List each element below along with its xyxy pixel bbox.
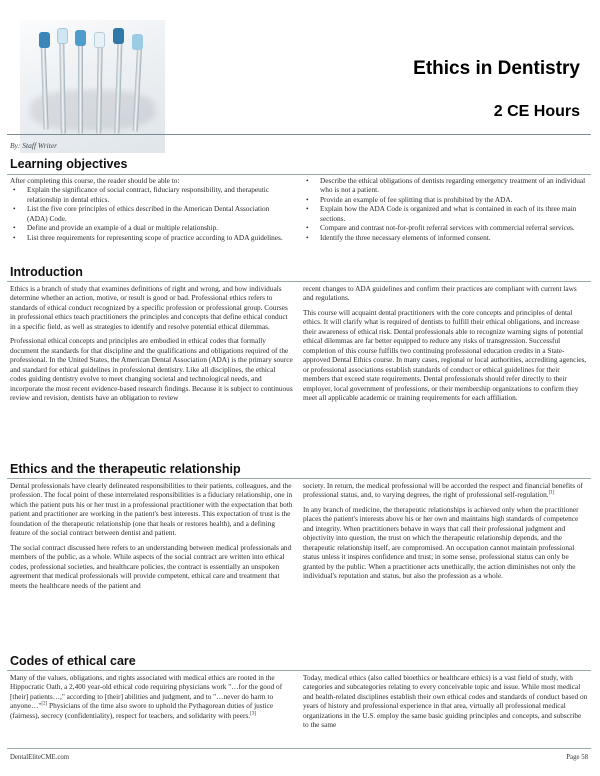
introduction-left [10,284,293,407]
divider [7,134,591,135]
codes-left [10,673,293,725]
byline: By: Staff Writer [10,141,58,150]
paragraph: In any branch of medicine, the therapeutic relationships is achieved only when the practitioner places the patient's interests above his or her own and maintains high standards of competence and integrity. When practitioners behave in ways that call their professional judgment and objectivity into question, the trust on which the therapeutic relationship depends, and the therapeutic relationship itself, are compromised. An occupation cannot maintain professional status unless it inspires confidence and trust; in some sense, professional status can only be granted by the public. When a practitioner acts unethically, the action diminishes not only the individual's reputation and status, but also the profession as a whole. [303,504,579,581]
objective-item: • Explain the significance of social contract, fiduciary responsibility, and therapeutic relationship in dental ethics. [10,185,290,204]
paragraph: Many of the values, obligations, and rights associated with medical ethics are rooted in the Hippocratic Oath, a 2,400 year-old ethical code requiring physicians work "…for the good of [their] patients…," according to [their] abilities and judgment, and to "…never do harm to anyone…"[2] Physicians of the time also swore to uphold the Pythagorean duties of justice (fairness), secrecy (confidentiality), respect for teachers, and solidarity with peers.[3] [10,673,283,720]
footer-divider [7,748,591,749]
paragraph: Today, medical ethics (also called bioethics or healthcare ethics) is a vast field of study, with categories and subcategories relating to every conceivable topic and issue. While most medical and health-related disciplines establish their own ethical codes and standards of conduct based on years of history and professional experience in that area, virtually all professional medical organizations in the U.S. employ the same basic guiding principles and concepts, and subscribe to the same [303,673,588,730]
objective-item: • Identify the three necessary elements of informed consent. [303,233,588,242]
learning-objectives-right [303,176,588,242]
paragraph: Ethics is a branch of study that examines definitions of right and wrong, and how individuals determine whether an action, motive, or result is good or bad. Professional ethics refers to standards of ethical conduct recognized by a specific profession or professional group. Courses in professional ethics teach practitioners the principles and concepts that define ethical conduct in a specific field, as well as strategies to identify and resolve potential ethical dilemmas. [10,284,288,331]
learning-objectives-left [10,176,290,242]
learning-objectives-heading: Learning objectives [10,157,128,171]
divider [7,174,591,175]
footer-site: DentalEliteCME.com [10,754,70,761]
codes-right [303,673,588,735]
objective-item: • Define and provide an example of a dual or multiple relationship. [10,223,290,232]
paragraph: Professional ethical concepts and principles are embodied in ethical codes that formally document the standards for that discipline and the qualifications and obligations required of the professional. In the United States, the American Dental Association (ADA) is the primary source and standard for ethical guidelines in professional dentistry. Like all disciplines, the ethical codes guiding dentistry evolve to meet changing societal and technological needs, and incorporate the most recent evidence-based research findings. Because it is subject to continuous review and revision, dentists have an obligation to review [10,336,293,402]
introduction-right [303,284,588,407]
objective-item: • List the five core principles of ethics described in the American Dental Association (ADA) Code. [10,204,290,223]
objective-item: • Describe the ethical obligations of dentists regarding emergency treatment of an individual who is not a patient. [303,176,588,195]
objective-item: • Compare and contrast not-for-profit referral services with commercial referral services. [303,223,588,232]
learning-intro: After completing this course, the reader should be able to: [10,176,180,185]
paragraph: The social contract discussed here refers to an understanding between medical professionals and members of the public, as a whole. While aspects of the social contract are written into ethical codes, professional societies, and healthcare policies, the contract is essentially an unspoken agreement that medical professionals will provide competent, ethical care and treatment that meets the healthcare needs of the patient and [10,542,292,590]
therapeutic-right [303,481,588,586]
footnote-ref: [2] [41,701,48,707]
paragraph: society. In return, the medical professional will be accorded the respect and financial benefits of professional status, and, to varying degrees, the right of professional self-regulation.[1] [303,481,583,500]
divider [7,281,591,282]
paragraph: recent changes to ADA guidelines and confirm their practices are compliant with current laws and regulations. [303,284,577,303]
divider [7,670,591,671]
codes-heading: Codes of ethical care [10,654,136,668]
footnote-ref: [1] [548,491,555,497]
page-number: Page 58 [566,754,588,761]
paragraph: Dental professionals have clearly delineated responsibilities to their patients, colleagues, and the profession. The focal point of these interrelated responsibilities is a fiduciary relationship, one in which the patient puts his or her trust in a professional practitioner with the expectation that both patient and practitioner are working in the patient's best interests. This expectation of trust is the foundation of the therapeutic relationship (one that heals or restores health), and a defining feature of the social contract between dentist and patient. [10,481,293,538]
therapeutic-left [10,481,293,595]
objective-item: • List three requirements for representing scope of practice according to ADA guidelines. [10,233,290,242]
therapeutic-heading: Ethics and the therapeutic relationship [10,462,241,476]
ce-hours: 2 CE Hours [493,103,580,120]
objective-item: • Explain how the ADA Code is organized and what is contained in each of its three main sections. [303,204,588,223]
introduction-heading: Introduction [10,265,83,279]
page-title: Ethics in Dentistry [413,58,580,79]
divider [7,478,591,479]
footnote-ref: [3] [250,711,256,717]
paragraph: This course will acquaint dental practitioners with the core concepts and principles of dental ethics. It will clarify what is required of dentists to fulfill their ethical obligations, and increase their awareness of ethical risk. Dental professionals able to recognize warning signs of potential ethical dilemmas are far better equipped to reduce any risks of transgression. Successful completion of this course fulfills two continuing professional education credits in a State-approved Dental Ethics course. In many cases, regional or local authorities, accrediting agencies, or professional associations establish standards of conduct or ethical guidelines for their members that exceed state requirements. Dental professionals should refer directly to their employer, local government of professions, or their membership organizations to confirm they meet all applicable academic or training requirements for each affiliation. [303,307,587,402]
objective-item: • Provide an example of fee splitting that is prohibited by the ADA. [303,195,588,204]
